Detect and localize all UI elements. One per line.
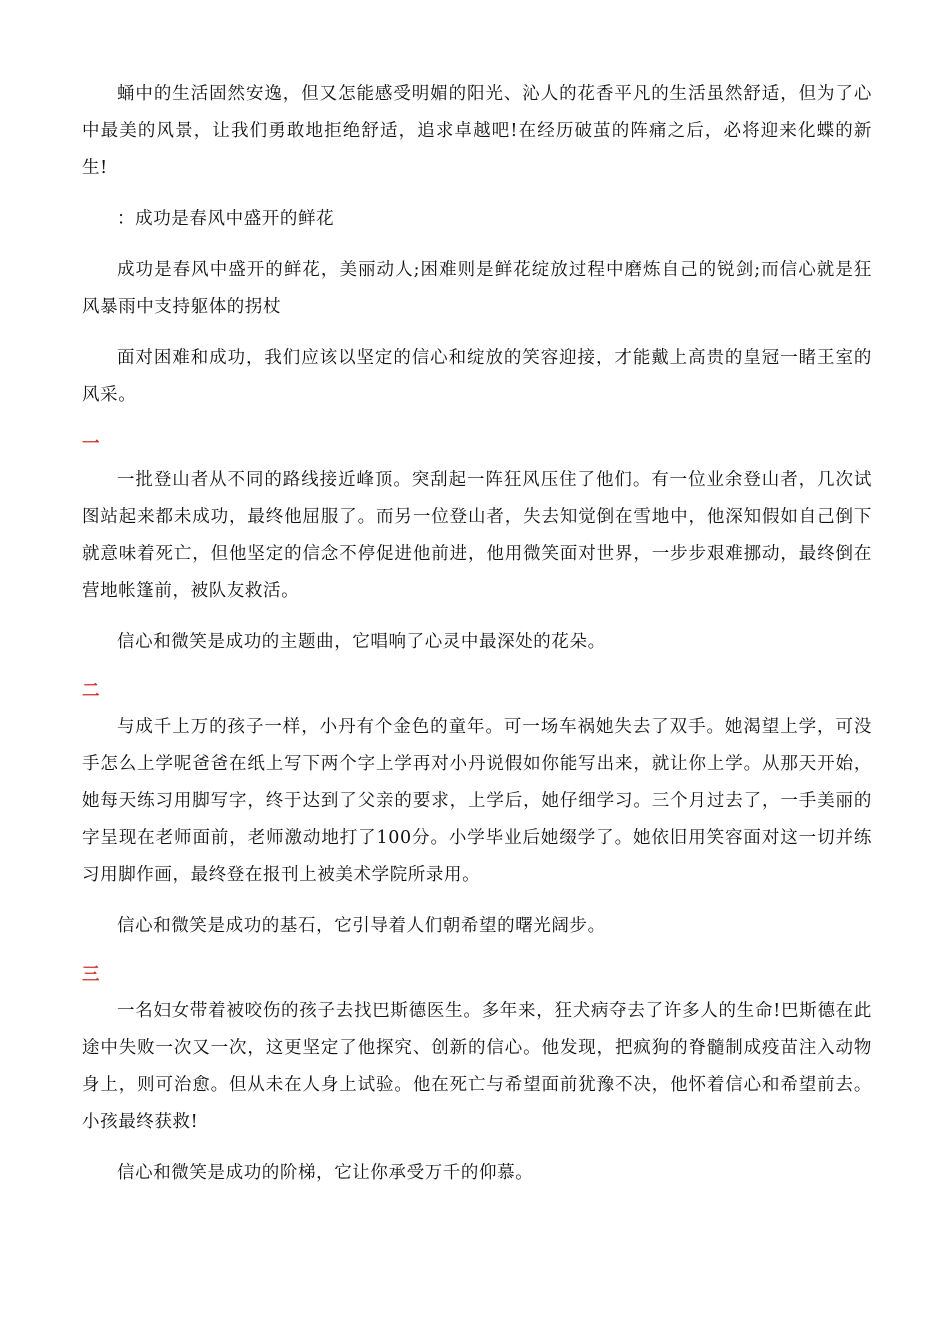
story-paragraph-3: 一名妇女带着被咬伤的孩子去找巴斯德医生。多年来，狂犬病夺去了许多人的生命!巴斯德在此途中失败一次又一次，这更坚定了他探究、创新的信心。他发现，把疯狗的脊髓制成疫苗注入动物身上，则可治愈。但从未在人身上试验。他在死亡与希望面前犹豫不决，他怀着信心和希望前去。小孩最终获救!: [82, 1001, 872, 1132]
story-paragraph-2: 与成千上万的孩子一样，小丹有个金色的童年。可一场车祸她失去了双手。她渴望上学，可没手怎么上学呢爸爸在纸上写下两个字上学再对小丹说假如你能写出来，就让你上学。从那天开始，她每天练习用脚写字，终于达到了父亲的要求，上学后，她仔细学习。三个月过去了，一手美丽的字呈现在老师面前，老师激动地打了100分。小学毕业后她缀学了。她依旧用笑容面对这一切并练习用脚作画，最终登在报刊上被美术学院所录用。: [82, 717, 872, 885]
section-marker-2: 二: [82, 681, 101, 701]
moral-paragraph-1: 信心和微笑是成功的主题曲，它唱响了心灵中最深处的花朵。: [117, 632, 606, 652]
moral-paragraph-3: 信心和微笑是成功的阶梯，它让你承受万千的仰慕。: [117, 1163, 534, 1183]
section-marker-1: 一: [82, 434, 101, 454]
success-paragraph: 成功是春风中盛开的鲜花，美丽动人;困难则是鲜花绽放过程中磨炼自己的锐剑;而信心就是狂风暴雨中支持躯体的拐杖: [82, 260, 872, 317]
confidence-paragraph: 面对困难和成功，我们应该以坚定的信心和绽放的笑容迎接，才能戴上高贵的皇冠一睹王室的风采。: [82, 348, 872, 405]
intro-paragraph: 蛹中的生活固然安逸，但又怎能感受明媚的阳光、沁人的花香平凡的生活虽然舒适，但为了心中最美的风景，让我们勇敢地拒绝舒适，追求卓越吧!在经历破茧的阵痛之后，必将迎来化蝶的新生!: [82, 84, 872, 178]
section-marker-3: 三: [82, 965, 101, 985]
section-subheading: ：成功是春风中盛开的鲜花: [117, 209, 335, 229]
moral-paragraph-2: 信心和微笑是成功的基石，它引导着人们朝希望的曙光阔步。: [117, 916, 606, 936]
story-paragraph-1: 一批登山者从不同的路线接近峰顶。突刮起一阵狂风压住了他们。有一位业余登山者，几次试图站起来都未成功，最终他屈服了。而另一位登山者，失去知觉倒在雪地中，他深知假如自己倒下就意味着死亡，但他坚定的信念不停促进他前进，他用微笑面对世界，一步步艰难挪动，最终倒在营地帐篷前，被队友救活。: [82, 470, 872, 601]
document-body: [82, 76, 872, 1206]
